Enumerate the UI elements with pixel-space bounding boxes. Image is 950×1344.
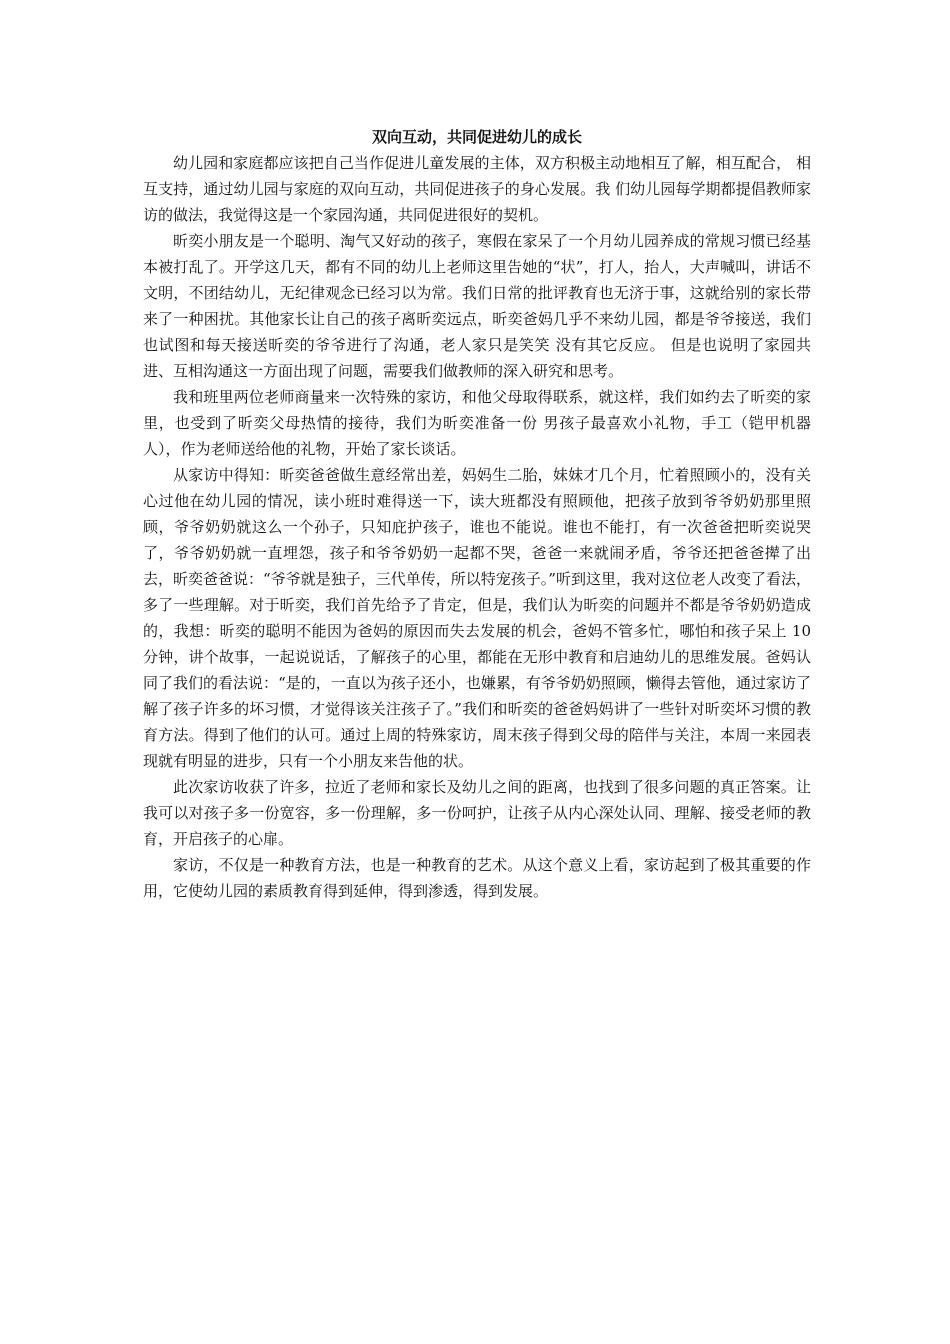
paragraph-4: 从家访中得知：昕奕爸爸做生意经常出差，妈妈生二胎，妹妹才几个月，忙着照顾小的，没有关心过他在幼儿园的情况，读小班时难得送一下，读大班都没有照顾他，把孩子放到爷爷奶奶那里照顾，爷爷奶奶就这么一个孙子，只知庇护孩子，谁也不能说。谁也不能打，有一次爸爸把昕奕说哭了，爷爷奶奶就一直埋怨，孩子和爷爷奶奶一起都不哭，爸爸一来就闹矛盾，爷爷还把爸爸撵了出去，昕奕爸爸说：“爷爷就是独子，三代单传，所以特宠孩子。”听到这里，我对这位老人改变了看法，多了一些理解。对于昕奕，我们首先给予了肯定，但是，我们认为昕奕的问题并不都是爷爷奶奶造成的，我想：昕奕的聪明不能因为爸妈的原因而失去发展的机会，爸妈不管多忙，哪怕和孩子呆上 10 分钟，讲个故事，一起说说话，了解孩子的心里，都能在无形中教育和启迪幼儿的思维发展。爸妈认同了我们的看法说：“是的，一直以为孩子还小，也嫌累，有爷爷奶奶照顾，懒得去管他，通过家访了解了孩子许多的坏习惯，才觉得该关注孩子了。”我们和昕奕的爸爸妈妈讲了一些针对昕奕坏习惯的教育方法。得到了他们的认可。通过上周的特殊家访，周末孩子得到父母的陪伴与关注，本周一来园表现就有明显的进步，只有一个小朋友来告他的状。 (143, 466, 811, 770)
paragraph-5: 此次家访收获了许多，拉近了老师和家长及幼儿之间的距离，也找到了很多问题的真正答案。让我可以对孩子多一份宽容，多一份理解，多一份呵护，让孩子从内心深处认同、理解、接受老师的教育，开启孩子的心扉。 (143, 778, 811, 848)
paragraph-1: 幼儿园和家庭都应该把自己当作促进儿童发展的主体，双方积极主动地相互了解，相互配合， 相互支持，通过幼儿园与家庭的双向互动，共同促进孩子的身心发展。我 们幼儿园每学期都提倡教师家访的做法，我觉得这是一个家园沟通，共同促进很好的契机。 (143, 154, 811, 224)
document-title: 双向互动，共同促进幼儿的成长 (371, 128, 582, 146)
paragraph-2: 昕奕小朋友是一个聪明、淘气又好动的孩子，寒假在家呆了一个月幼儿园养成的常规习惯已经基本被打乱了。开学这几天，都有不同的幼儿上老师这里告她的“状”，打人，抬人，大声喊叫，讲话不文明，不团结幼儿，无纪律观念已经习以为常。我们日常的批评教育也无济于事，这就给别的家长带来了一种困扰。其他家长让自己的孩子离昕奕远点，昕奕爸妈几乎不来幼儿园，都是爷爷接送，我们也试图和每天接送昕奕的爷爷进行了沟通，老人家只是笑笑 没有其它反应。 但是也说明了家园共进、互相沟通这一方面出现了问题，需要我们做教师的深入研究和思考。 (143, 232, 811, 380)
document-body (143, 124, 811, 904)
paragraph-3: 我和班里两位老师商量来一次特殊的家访，和他父母取得联系，就这样，我们如约去了昕奕的家里，也受到了昕奕父母热情的接待，我们为昕奕准备一份 男孩子最喜欢小礼物，手工（铠甲机器人），作为老师送给他的礼物，开始了家长谈话。 (143, 388, 811, 458)
paragraph-6: 家访，不仅是一种教育方法，也是一种教育的艺术。从这个意义上看，家访起到了极其重要的作用，它使幼儿园的素质教育得到延伸，得到渗透，得到发展。 (143, 856, 811, 900)
